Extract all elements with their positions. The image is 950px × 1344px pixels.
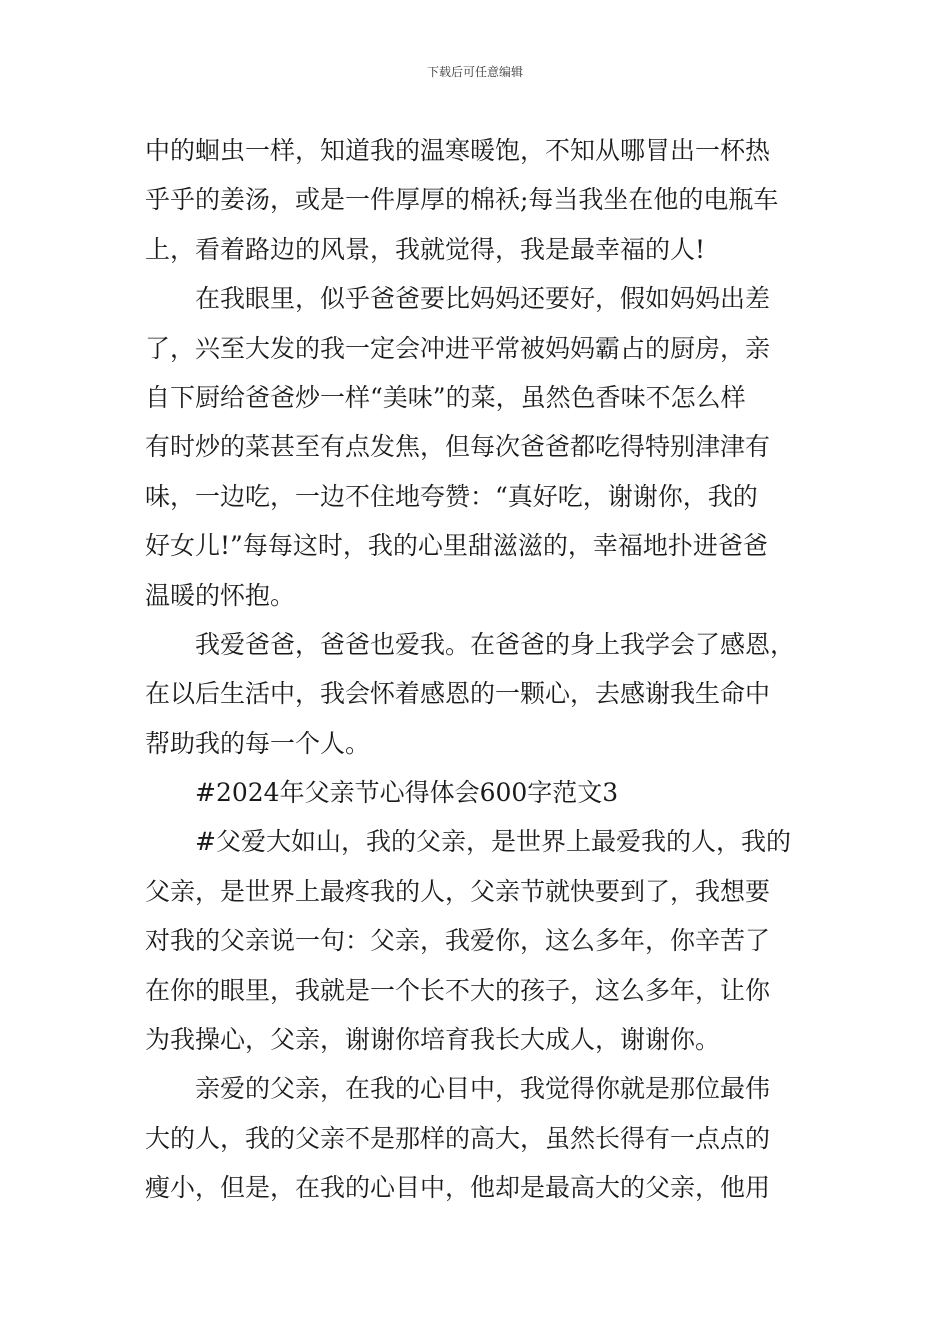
document-body <box>145 126 810 1213</box>
page-header <box>0 64 950 80</box>
text-line: 在我眼里，似乎爸爸要比妈妈还要好，假如妈妈出差 <box>195 284 771 314</box>
header-note: 下载后可任意编辑 <box>426 65 523 79</box>
text-line: 自下厨给爸爸炒一样“美味”的菜，虽然色香味不怎么样 <box>145 382 746 412</box>
text-line: 在以后生活中，我会怀着感恩的一颗心，去感谢我生命中 <box>145 679 771 709</box>
text-line: 乎乎的姜汤，或是一件厚厚的棉袄;每当我坐在他的电瓶车 <box>145 185 779 215</box>
text-line: 亲爱的父亲，在我的心目中，我觉得你就是那位最伟 <box>195 1074 771 1104</box>
text-line: 我爱爸爸，爸爸也爱我。在爸爸的身上我学会了感恩， <box>195 629 796 659</box>
text-line: 了，兴至大发的我一定会冲进平常被妈妈霸占的厨房，亲 <box>145 333 771 363</box>
text-line: #2024年父亲节心得体会600字范文3 <box>195 778 619 808</box>
text-line: 为我操心，父亲，谢谢你培育我长大成人，谢谢你。 <box>145 1025 721 1055</box>
text-line: 在你的眼里，我就是一个长不大的孩子，这么多年，让你 <box>145 975 771 1005</box>
text-line: #父爱大如山，我的父亲，是世界上最爱我的人，我的 <box>195 827 791 857</box>
text-line: 父亲，是世界上最疼我的人，父亲节就快要到了，我想要 <box>145 876 771 906</box>
text-line: 上，看着路边的风景，我就觉得，我是最幸福的人! <box>145 234 706 264</box>
text-line: 大的人，我的父亲不是那样的高大，虽然长得有一点点的 <box>145 1123 771 1153</box>
text-line: 对我的父亲说一句：父亲，我爱你，这么多年，你辛苦了 <box>145 926 771 956</box>
text-line: 味，一边吃，一边不住地夸赞：“真好吃，谢谢你，我的 <box>145 481 758 511</box>
text-line: 温暖的怀抱。 <box>145 580 296 610</box>
text-line: 帮助我的每一个人。 <box>145 728 371 758</box>
text-line: 中的蛔虫一样，知道我的温寒暖饱，不知从哪冒出一杯热 <box>145 136 771 165</box>
text-line: 有时炒的菜甚至有点发焦，但每次爸爸都吃得特别津津有 <box>145 432 771 462</box>
text-line: 瘦小，但是，在我的心目中，他却是最高大的父亲，他用 <box>145 1173 771 1203</box>
text-line: 好女儿!”每每这时，我的心里甜滋滋的，幸福地扑进爸爸 <box>145 531 768 561</box>
